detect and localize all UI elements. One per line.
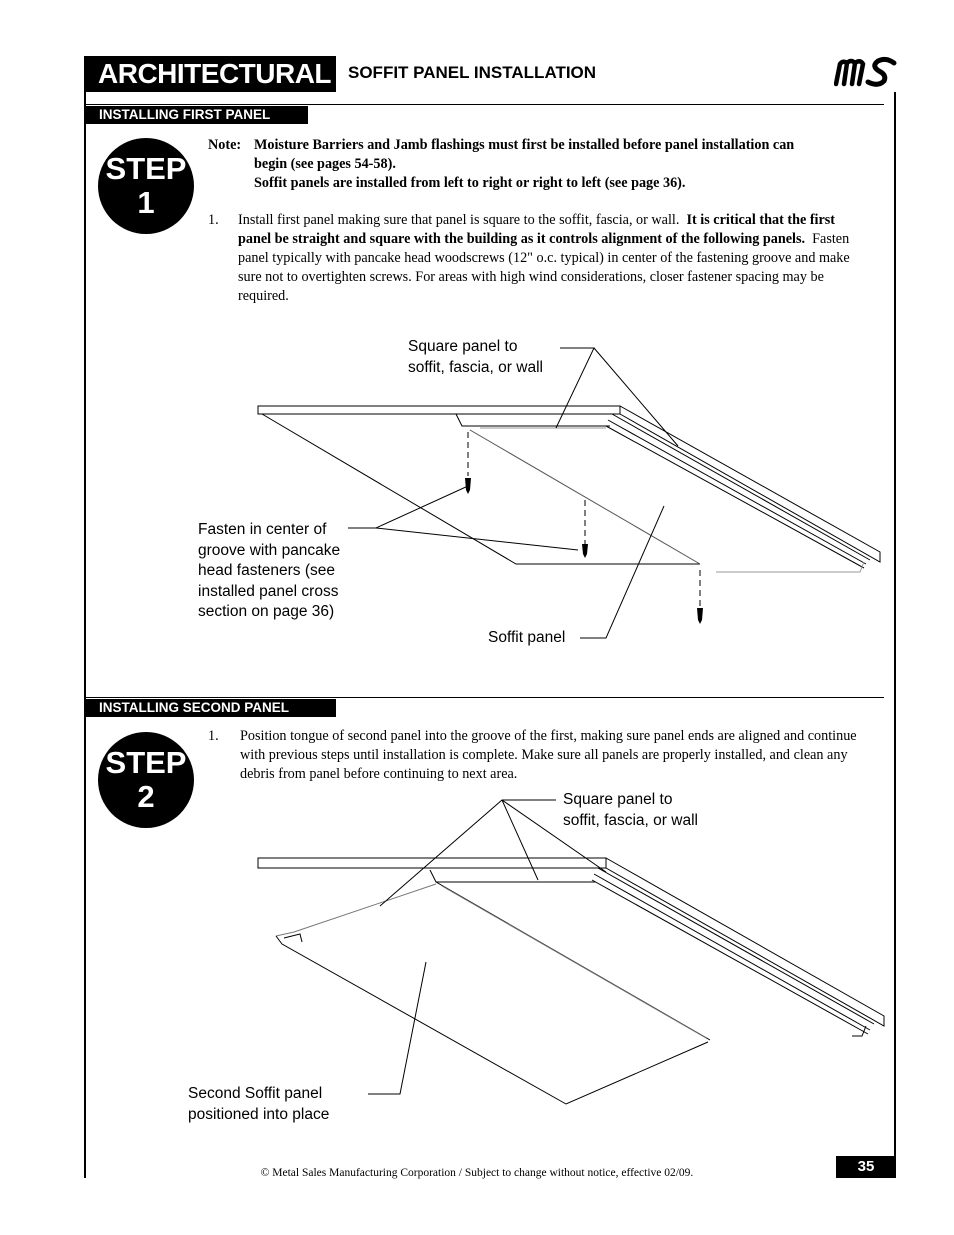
leader-second-panel (368, 962, 426, 1094)
callout-second-soffit-panel: Second Soffit panel positioned into place (188, 1085, 330, 1123)
first-panel-groove (436, 882, 710, 1040)
note-line-2: begin (see pages 54-58). (254, 156, 396, 172)
page-number: 35 (836, 1156, 896, 1178)
right-margin-rule (894, 92, 896, 1178)
leader-fasten (348, 486, 578, 550)
copyright-footer: © Metal Sales Manufacturing Corporation / Subject to change without notice, effective 02/09. (260, 1167, 694, 1179)
left-margin-rule (84, 92, 86, 1178)
first-panel-back (430, 870, 596, 882)
step-1-badge (98, 138, 194, 234)
second-panel-front (276, 936, 708, 1104)
note-label: Note: (208, 137, 242, 153)
instruction-emphasis: It is critical that the first panel be straight and square with the building as it controls alignment of the following panels. (238, 212, 836, 247)
page-title: SOFFIT PANEL INSTALLATION (348, 63, 597, 82)
step-number: 1 (137, 185, 155, 220)
brand-title: ARCHITECTURAL (84, 56, 336, 92)
first-panel-drawing (258, 348, 880, 638)
callout-fasten: Fasten in center of groove with pancake head fasteners (see installed panel cross section on page 36) (198, 521, 341, 620)
step-2-instructions: Position tongue of second panel into the groove of the first, making sure panel ends are aligned and continue with previous steps until installation is complete. Make sure all panels are properly installed, and clean any debris from panel before continuing to next area. (240, 728, 857, 782)
leader-soffit (580, 506, 664, 638)
section-divider-rule (86, 697, 884, 698)
step-word: STEP (105, 745, 187, 780)
step-2-item-number: 1. (208, 728, 219, 744)
callout-square-panel-2: Square panel to soffit, fascia, or wall (563, 791, 698, 829)
fascia-strip-side (620, 406, 880, 562)
second-panel-drawing (258, 800, 884, 1104)
note-line-3: Soffit panels are installed from left to right or right to left (see page 36). (254, 175, 686, 191)
instruction-text-continued: Fasten panel typically with pancake head woodscrews (12" o.c. typical) in center of the fastening groove and make sure not to overtighten screws. For areas with high wind considerations, closer fastener spacing may be required. (238, 231, 850, 304)
screw-icon (697, 608, 703, 624)
fascia-strip-side (606, 858, 884, 1026)
callout-soffit-panel: Soffit panel (488, 629, 566, 646)
step-number: 2 (137, 779, 155, 814)
instruction-text: Install first panel making sure that panel is square to the soffit, fascia, or wall. (238, 212, 680, 228)
second-panel-tongue (276, 884, 436, 936)
step-word: STEP (105, 151, 187, 186)
leader-square-1 (556, 348, 678, 446)
step-1-item-number: 1. (208, 212, 219, 228)
metal-sales-logo-icon (834, 54, 900, 90)
section-bar-second-panel: INSTALLING SECOND PANEL (86, 699, 336, 717)
screw-icon (465, 478, 471, 494)
fascia-strip (258, 858, 606, 868)
header-rule (84, 104, 884, 105)
note-line-1: Moisture Barriers and Jamb flashings must first be installed before panel installation can (254, 137, 795, 153)
panel-edge-back (456, 414, 610, 426)
step-2-badge (98, 732, 194, 828)
screw-icon (582, 544, 588, 558)
fascia-strip (258, 406, 620, 414)
step-1-instructions (238, 211, 868, 306)
fastener-screws (465, 478, 703, 624)
section-bar-first-panel: INSTALLING FIRST PANEL (86, 106, 308, 124)
callout-square-panel-1: Square panel to soffit, fascia, or wall (408, 338, 543, 376)
